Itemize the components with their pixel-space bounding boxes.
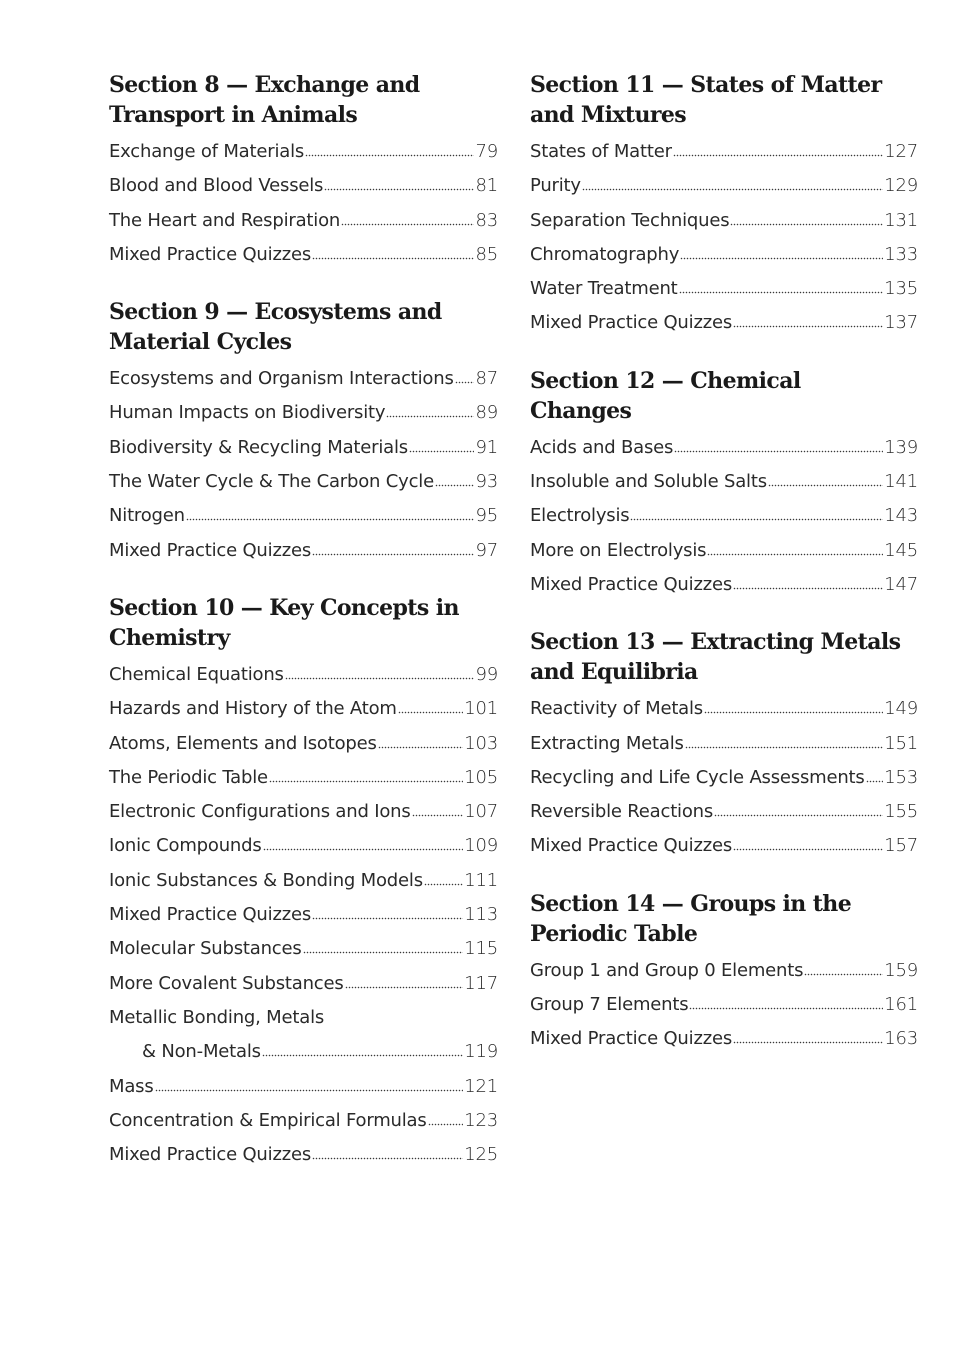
page-number: 103 — [464, 732, 498, 754]
entry-label: Mixed Practice Quizzes — [530, 835, 732, 857]
page-number: 79 — [475, 141, 498, 162]
page-number: 81 — [475, 175, 498, 197]
page-number: 123 — [464, 1109, 498, 1131]
entry-label: Chemical Equations — [109, 663, 284, 685]
toc-entry[interactable] — [109, 898, 498, 932]
entry-label: Exchange of Materials — [109, 141, 305, 162]
page-number: 119 — [464, 1041, 498, 1063]
toc-section-10 — [109, 593, 498, 1172]
dot-leader — [630, 515, 883, 521]
dot-leader — [341, 220, 474, 226]
page-number: 145 — [884, 539, 918, 561]
section-title-line: Section 10 — Key Concepts in — [109, 594, 459, 621]
page-number: 127 — [884, 141, 918, 162]
entry-label: Insoluble and Soluble Salts — [530, 471, 767, 493]
page-number: 141 — [884, 471, 918, 493]
page-number: 115 — [464, 938, 498, 960]
dot-leader — [680, 254, 883, 260]
dot-leader — [312, 914, 463, 920]
dot-leader — [412, 811, 464, 817]
dot-leader — [378, 743, 464, 749]
entry-label: Mixed Practice Quizzes — [109, 904, 311, 926]
page-number: 89 — [475, 402, 498, 424]
entry-label: More on Electrolysis — [530, 539, 707, 561]
entry-label: Extracting Metals — [530, 732, 684, 754]
section-title-line: Section 13 — Extracting Metals — [530, 629, 901, 656]
entry-label: Mixed Practice Quizzes — [530, 573, 732, 595]
section-title — [109, 297, 498, 357]
entry-label: Reversible Reactions — [530, 801, 714, 823]
dot-leader — [428, 1120, 464, 1126]
entry-label: Ionic Substances & Bonding Models — [109, 869, 423, 891]
section-title-line: Chemistry — [109, 624, 230, 651]
section-title — [530, 366, 918, 426]
dot-leader — [673, 151, 883, 157]
page-number: 91 — [475, 436, 498, 458]
page-number: 99 — [475, 663, 498, 685]
toc-entry[interactable] — [109, 795, 498, 829]
page-number: 135 — [884, 278, 918, 300]
entry-label: Hazards and History of the Atom — [109, 698, 397, 720]
section-title-line: Section 8 — Exchange and — [109, 72, 420, 98]
entry-label: Mixed Practice Quizzes — [109, 243, 311, 265]
toc-entry[interactable] — [530, 795, 918, 829]
dot-leader — [285, 674, 475, 680]
section-title-line: Material Cycles — [109, 329, 292, 356]
page-number: 139 — [884, 436, 918, 458]
entry-label: Acids and Bases — [530, 436, 674, 458]
section-title-line: Transport in Animals — [109, 102, 358, 128]
toc-entry[interactable] — [109, 692, 498, 726]
entry-label: Atoms, Elements and Isotopes — [109, 732, 377, 754]
page-number: 137 — [884, 312, 918, 334]
page-number: 151 — [884, 732, 918, 754]
toc-entry[interactable] — [109, 499, 498, 533]
entry-label: Water Treatment — [530, 278, 678, 300]
dot-leader — [689, 1004, 883, 1010]
dot-leader — [714, 811, 883, 817]
page-number: 93 — [475, 471, 498, 493]
toc-entry[interactable] — [530, 431, 918, 465]
entry-label: Group 1 and Group 0 Elements — [530, 959, 804, 981]
toc-entry[interactable] — [530, 534, 918, 568]
entry-label: Mixed Practice Quizzes — [530, 312, 732, 334]
dot-leader — [305, 151, 474, 157]
dot-leader — [730, 220, 883, 226]
toc-entry[interactable] — [530, 272, 918, 306]
page-number: 163 — [884, 1028, 918, 1050]
toc-section-13 — [530, 627, 918, 863]
toc-section-11 — [530, 70, 918, 341]
entry-label: The Heart and Respiration — [109, 209, 341, 231]
dot-leader — [733, 1038, 883, 1044]
dot-leader — [324, 185, 474, 191]
entry-label: Nitrogen — [109, 505, 185, 527]
toc-entry[interactable] — [530, 829, 918, 863]
entry-label: The Water Cycle & The Carbon Cycle — [109, 471, 434, 493]
toc-entry[interactable] — [109, 135, 498, 169]
toc-entry[interactable] — [530, 568, 918, 602]
dot-leader — [679, 288, 884, 294]
section-title-line: Section 9 — Ecosystems and — [109, 299, 442, 326]
section-title-line: and Mixtures — [530, 102, 687, 128]
section-title — [530, 70, 918, 130]
dot-leader — [269, 777, 463, 783]
dot-leader — [435, 481, 475, 487]
page-number: 85 — [475, 243, 498, 265]
toc-entry[interactable] — [109, 431, 498, 465]
entry-label: Blood and Blood Vessels — [109, 175, 324, 197]
dot-leader — [312, 1154, 463, 1160]
toc-entry[interactable] — [109, 1070, 498, 1104]
section-title — [109, 593, 498, 653]
section-title — [109, 70, 498, 130]
page-number: 129 — [884, 175, 918, 197]
section-title-line: Section 11 — States of Matter — [530, 72, 882, 98]
page-number: 153 — [884, 766, 918, 788]
dot-leader — [733, 845, 883, 851]
dot-leader — [582, 185, 883, 191]
toc-entry[interactable] — [530, 727, 918, 761]
entry-label: The Periodic Table — [109, 766, 268, 788]
dot-leader — [312, 550, 474, 556]
toc-entry[interactable] — [530, 988, 918, 1022]
toc-entry[interactable] — [530, 465, 918, 499]
toc-entry[interactable] — [530, 692, 918, 726]
page-number: 117 — [464, 972, 498, 994]
entry-label: Molecular Substances — [109, 938, 302, 960]
entry-label: Mass — [109, 1075, 154, 1097]
page-number: 111 — [464, 869, 498, 891]
entry-label: More Covalent Substances — [109, 972, 344, 994]
toc-entry[interactable] — [530, 169, 918, 203]
dot-leader — [345, 983, 464, 989]
page-number: 101 — [464, 698, 498, 720]
dot-leader — [424, 880, 463, 886]
toc-entry[interactable] — [109, 204, 498, 238]
toc-column-right — [530, 70, 918, 1082]
dot-leader — [262, 1051, 463, 1057]
toc-entry[interactable] — [109, 864, 498, 898]
dot-leader — [674, 447, 883, 453]
entry-label: Ionic Compounds — [109, 835, 262, 857]
dot-leader — [386, 412, 474, 418]
toc-entry[interactable] — [109, 932, 498, 966]
toc-entry-first-line[interactable] — [109, 1001, 498, 1035]
entry-label: Ecosystems and Organism Interactions — [109, 368, 454, 390]
page-number: 131 — [884, 209, 918, 231]
page-number: 109 — [464, 835, 498, 857]
page-number: 95 — [475, 505, 498, 527]
page-number: 159 — [884, 959, 918, 981]
page-number: 107 — [464, 801, 498, 823]
entry-label: Separation Techniques — [530, 209, 730, 231]
toc-entry[interactable] — [530, 135, 918, 169]
page-number: 147 — [884, 573, 918, 595]
dot-leader — [409, 447, 475, 453]
entry-label: Mixed Practice Quizzes — [109, 539, 311, 561]
entry-label: Chromatography — [530, 243, 680, 265]
page-number: 161 — [884, 994, 918, 1016]
toc-entry[interactable] — [109, 169, 498, 203]
entry-label: Recycling and Life Cycle Assessments — [530, 766, 865, 788]
toc-entry[interactable] — [530, 238, 918, 272]
page-number: 113 — [464, 904, 498, 926]
section-title-line: Section 12 — Chemical — [530, 367, 801, 394]
toc-entry[interactable] — [109, 1104, 498, 1138]
dot-leader — [685, 743, 884, 749]
section-title — [530, 889, 918, 949]
dot-leader — [263, 845, 464, 851]
entry-label: & Non-Metals — [142, 1041, 261, 1063]
page-number: 143 — [884, 505, 918, 527]
toc-entry[interactable] — [530, 761, 918, 795]
dot-leader — [186, 515, 475, 521]
toc-section-8 — [109, 70, 498, 272]
toc-entry[interactable] — [109, 658, 498, 692]
section-title-line: Section 14 — Groups in the — [530, 890, 852, 917]
toc-entry[interactable] — [109, 967, 498, 1001]
dot-leader — [733, 322, 883, 328]
dot-leader — [312, 254, 474, 260]
toc-entry[interactable] — [109, 761, 498, 795]
toc-entry[interactable] — [530, 204, 918, 238]
toc-entry[interactable] — [109, 829, 498, 863]
page-number: 125 — [464, 1144, 498, 1166]
toc-entry[interactable] — [109, 1035, 498, 1069]
page-number: 121 — [464, 1075, 498, 1097]
toc-entry[interactable] — [109, 362, 498, 396]
section-title-line: Periodic Table — [530, 920, 698, 947]
toc-entry[interactable] — [530, 306, 918, 340]
entry-label: Mixed Practice Quizzes — [530, 1028, 732, 1050]
dot-leader — [733, 584, 883, 590]
dot-leader — [155, 1086, 464, 1092]
dot-leader — [704, 708, 883, 714]
dot-leader — [866, 777, 884, 783]
toc-entry[interactable] — [109, 465, 498, 499]
toc-column-left — [109, 70, 498, 1197]
dot-leader — [768, 481, 883, 487]
section-title-line: and Equilibria — [530, 659, 698, 686]
page-number: 87 — [475, 368, 498, 390]
dot-leader — [455, 378, 475, 384]
toc-entry[interactable] — [109, 534, 498, 568]
page-number: 149 — [884, 698, 918, 720]
entry-label: Group 7 Elements — [530, 994, 689, 1016]
entry-label: Human Impacts on Biodiversity — [109, 402, 386, 424]
toc-entry[interactable] — [530, 499, 918, 533]
toc-section-9 — [109, 297, 498, 568]
toc-entry[interactable] — [109, 727, 498, 761]
page-number: 83 — [475, 209, 498, 231]
entry-label: Biodiversity & Recycling Materials — [109, 436, 408, 458]
toc-section-14 — [530, 889, 918, 1057]
toc-entry[interactable] — [530, 1022, 918, 1056]
section-title — [530, 627, 918, 687]
entry-label: Concentration & Empirical Formulas — [109, 1109, 427, 1131]
toc-entry[interactable] — [530, 954, 918, 988]
toc-entry[interactable] — [109, 238, 498, 272]
page-number: 133 — [884, 243, 918, 265]
toc-entry[interactable] — [109, 1138, 498, 1172]
entry-label: Electronic Configurations and Ions — [109, 801, 411, 823]
dot-leader — [398, 708, 464, 714]
entry-label: Reactivity of Metals — [530, 698, 703, 720]
page-number: 105 — [464, 766, 498, 788]
page-number: 157 — [884, 835, 918, 857]
page-number: 97 — [475, 539, 498, 561]
entry-label: Metallic Bonding, Metals — [109, 1006, 325, 1028]
entry-label: Purity — [530, 175, 581, 197]
toc-section-12 — [530, 366, 918, 602]
page-number: 155 — [884, 801, 918, 823]
entry-label: Electrolysis — [530, 505, 630, 527]
entry-label: Mixed Practice Quizzes — [109, 1144, 311, 1166]
entry-label: States of Matter — [530, 141, 672, 162]
section-title-line: Changes — [530, 397, 632, 424]
dot-leader — [707, 550, 883, 556]
dot-leader — [303, 948, 464, 954]
toc-entry[interactable] — [109, 396, 498, 430]
dot-leader — [804, 970, 883, 976]
